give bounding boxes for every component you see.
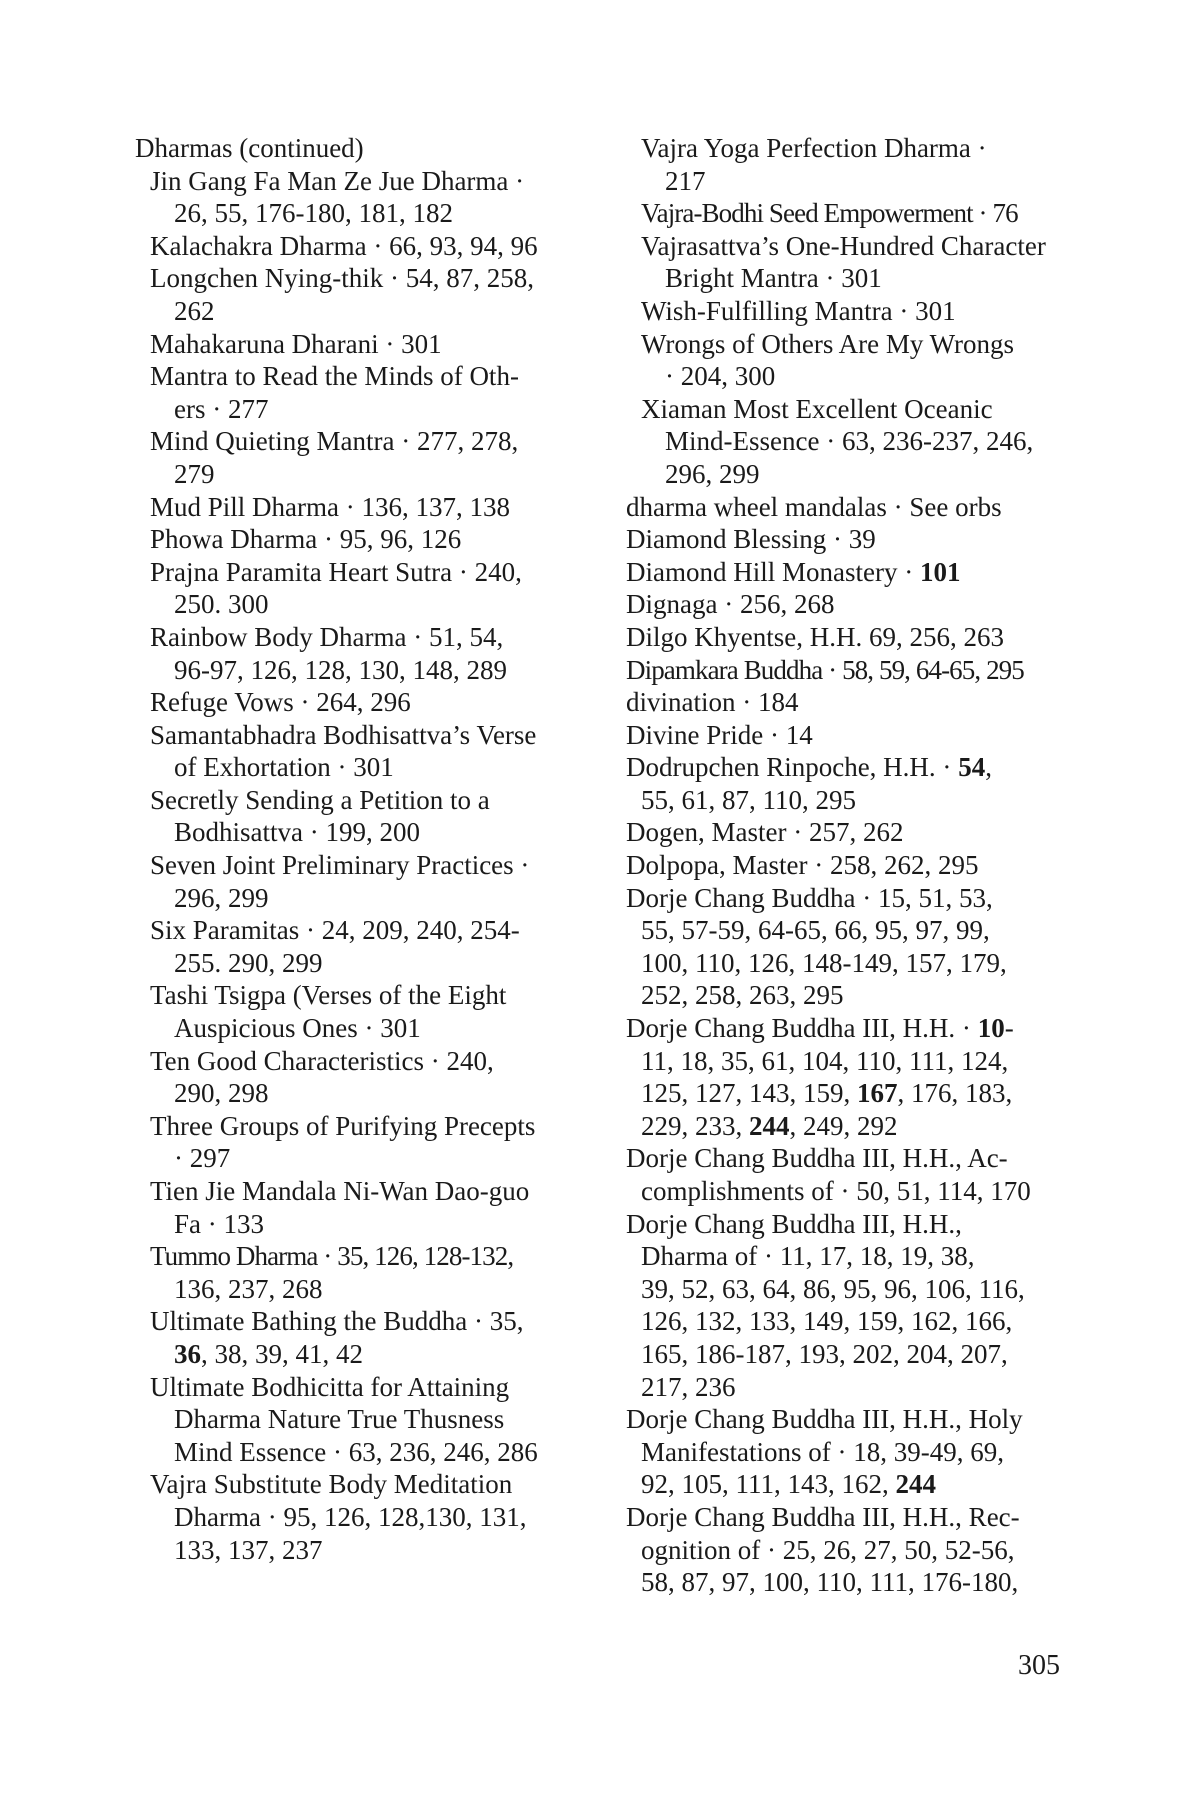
index-text: Bodhisattva · 199, 200 xyxy=(174,817,420,848)
index-entry-continuation xyxy=(626,1045,1076,1078)
index-text: Ten Good Characteristics · 240, xyxy=(150,1045,494,1076)
index-entry xyxy=(626,491,1076,524)
index-text: Six Paramitas · 24, 209, 240, 254- xyxy=(150,915,520,946)
index-entry-term xyxy=(135,979,575,1012)
index-text: Dharma · 95, 126, 128,130, 131, xyxy=(174,1501,527,1532)
index-text: Dolpopa, Master · 258, 262, 295 xyxy=(626,850,979,881)
index-entry-continuation xyxy=(135,295,575,328)
index-text: Diamond Blessing · 39 xyxy=(626,524,876,555)
index-text: , 38, 39, 41, 42 xyxy=(201,1338,363,1369)
index-entry xyxy=(626,1012,1076,1142)
index-text: 279 xyxy=(174,458,215,489)
index-text: 58, 87, 97, 100, 110, 111, 176-180, xyxy=(641,1567,1019,1598)
index-entry xyxy=(626,393,1076,491)
page-reference-bold: 10 xyxy=(977,1013,1005,1044)
index-entry-term xyxy=(626,882,1076,915)
index-text: Dipamkara Buddha · 58, 59, 64-65, 295 xyxy=(626,654,1024,685)
index-entry-term xyxy=(135,1175,575,1208)
index-text: Dharmas (continued) xyxy=(135,133,364,163)
index-text: Ultimate Bathing the Buddha · 35, xyxy=(150,1306,524,1337)
index-text: 217, 236 xyxy=(641,1371,736,1402)
index-text: Dorje Chang Buddha · 15, 51, 53, xyxy=(626,882,993,913)
index-text: Jin Gang Fa Man Ze Jue Dharma · xyxy=(150,165,525,196)
index-entry-term xyxy=(135,262,575,295)
index-text: Mind Essence · 63, 236, 246, 286 xyxy=(174,1436,538,1467)
index-text: Dorje Chang Buddha III, H.H., xyxy=(626,1208,962,1239)
index-text: Dharma Nature True Thusness xyxy=(174,1404,505,1435)
index-text: 255. 290, 299 xyxy=(174,947,323,978)
index-entry xyxy=(626,719,1076,752)
index-entry-term xyxy=(135,328,575,361)
page-reference-bold: 244 xyxy=(895,1469,936,1500)
index-entry-continuation xyxy=(135,1338,575,1371)
index-entry-continuation xyxy=(135,588,575,621)
index-column-left xyxy=(135,132,575,1566)
index-text: ognition of · 25, 26, 27, 50, 52-56, xyxy=(641,1534,1015,1565)
index-entry-continuation xyxy=(135,1077,575,1110)
index-text: 252, 258, 263, 295 xyxy=(641,980,844,1011)
index-entry-continuation xyxy=(626,947,1076,980)
index-entry-continuation xyxy=(626,1175,1076,1208)
index-entry-term xyxy=(135,784,575,817)
index-text: 100, 110, 126, 148-149, 157, 179, xyxy=(641,947,1007,978)
index-entry-continuation xyxy=(135,197,575,230)
index-entry-term xyxy=(626,751,1076,784)
index-entry-continuation xyxy=(626,1110,1076,1143)
index-entry-term xyxy=(135,1110,575,1143)
index-text: Vajra Yoga Perfection Dharma · xyxy=(641,133,987,163)
index-entry xyxy=(135,360,575,425)
index-entry-continuation xyxy=(626,979,1076,1012)
index-text: Dodrupchen Rinpoche, H.H. · xyxy=(626,752,959,783)
index-entry-continuation xyxy=(135,1208,575,1241)
index-entry-continuation xyxy=(135,1436,575,1469)
index-entry-term xyxy=(135,1468,575,1501)
index-entry-term xyxy=(626,1142,1076,1175)
index-text: Secretly Sending a Petition to a xyxy=(150,784,490,815)
index-text: 229, 233, xyxy=(641,1110,749,1141)
index-text: Refuge Vows · 264, 296 xyxy=(150,687,411,718)
index-text: · 204, 300 xyxy=(665,361,776,392)
index-entry-term xyxy=(626,491,1076,524)
index-entry xyxy=(626,295,1076,328)
index-entry xyxy=(135,1305,575,1370)
index-text: Mantra to Read the Minds of Oth- xyxy=(150,361,519,392)
index-entry-term xyxy=(135,523,575,556)
index-entry xyxy=(135,1371,575,1469)
index-entry-continuation xyxy=(626,1273,1076,1306)
index-text: Dilgo Khyentse, H.H. 69, 256, 263 xyxy=(626,621,1004,652)
index-text: · 297 xyxy=(174,1143,231,1174)
index-entry-term xyxy=(626,556,1076,589)
index-text: 96-97, 126, 128, 130, 148, 289 xyxy=(174,654,507,685)
index-text: Dorje Chang Buddha III, H.H., Rec- xyxy=(626,1501,1020,1532)
index-entry-continuation xyxy=(626,784,1076,817)
index-entry-term xyxy=(626,686,1076,719)
page-reference-bold: 101 xyxy=(919,556,961,587)
index-text: Vajra-Bodhi Seed Empowerment · 76 xyxy=(641,198,1018,229)
index-text: Diamond Hill Monastery · xyxy=(626,556,920,587)
index-text: 39, 52, 63, 64, 86, 95, 96, 106, 116, xyxy=(641,1273,1025,1304)
index-entry-continuation xyxy=(626,1566,1076,1599)
index-text: 290, 298 xyxy=(174,1078,269,1109)
index-text: of Exhortation · 301 xyxy=(174,752,394,783)
index-text: 125, 127, 143, 159, xyxy=(641,1078,857,1109)
index-entry xyxy=(135,1468,575,1566)
index-text: dharma wheel mandalas · See orbs xyxy=(626,491,1002,522)
index-text: Dignaga · 256, 268 xyxy=(626,589,835,620)
index-entry-term xyxy=(135,621,575,654)
index-entry xyxy=(626,686,1076,719)
index-text: Mud Pill Dharma · 136, 137, 138 xyxy=(150,491,510,522)
index-text: , 176, 183, xyxy=(897,1078,1013,1109)
index-entry xyxy=(626,230,1076,295)
index-entry-term xyxy=(135,1240,575,1273)
index-entry-continuation xyxy=(626,165,1076,198)
index-text: Auspicious Ones · 301 xyxy=(174,1013,421,1044)
index-entry xyxy=(135,1110,575,1175)
index-entry-term xyxy=(135,1305,575,1338)
index-entry xyxy=(135,979,575,1044)
index-entry xyxy=(135,849,575,914)
index-entry-term xyxy=(626,523,1076,556)
index-text: Vajrasattva’s One-Hundred Character xyxy=(641,230,1046,261)
index-text: Samantabhadra Bodhisattva’s Verse xyxy=(150,719,537,750)
index-text: Tummo Dharma · 35, 126, 128-132, xyxy=(150,1241,514,1272)
index-text: Vajra Substitute Body Meditation xyxy=(150,1469,513,1500)
index-text: Wish-Fulfilling Mantra · 301 xyxy=(641,295,956,326)
index-entry xyxy=(135,491,575,524)
index-entry-term xyxy=(626,654,1076,687)
index-text: complishments of · 50, 51, 114, 170 xyxy=(641,1176,1031,1206)
index-text: Dorje Chang Buddha III, H.H., Ac- xyxy=(626,1143,1008,1174)
index-text: - xyxy=(1004,1013,1014,1044)
index-entry-continuation xyxy=(135,882,575,915)
page-number: 305 xyxy=(1018,1650,1060,1681)
index-text: Bright Mantra · 301 xyxy=(665,263,882,294)
index-entry xyxy=(135,556,575,621)
index-entry-term xyxy=(626,230,1076,263)
index-entry-continuation xyxy=(626,1338,1076,1371)
index-entry-term xyxy=(135,491,575,524)
index-text: Kalachakra Dharma · 66, 93, 94, 96 xyxy=(150,230,538,261)
index-entry-term xyxy=(135,230,575,263)
index-text: 262 xyxy=(174,295,215,326)
index-entry xyxy=(135,1240,575,1305)
index-entry-continuation xyxy=(626,262,1076,295)
page-reference-bold: 167 xyxy=(857,1078,898,1109)
index-text: Mahakaruna Dharani · 301 xyxy=(150,328,442,359)
index-entry-continuation xyxy=(626,1436,1076,1469)
index-text: 55, 57-59, 64-65, 66, 95, 97, 99, xyxy=(641,915,990,946)
index-entry xyxy=(135,523,575,556)
index-entry-continuation xyxy=(626,1371,1076,1404)
page-reference-bold: 244 xyxy=(749,1110,790,1141)
index-entry xyxy=(626,1208,1076,1404)
index-text: 26, 55, 176-180, 181, 182 xyxy=(174,198,453,229)
index-text: 296, 299 xyxy=(665,458,760,489)
index-entry-continuation xyxy=(135,1403,575,1436)
index-entry-term xyxy=(626,1208,1076,1241)
index-entry-continuation xyxy=(135,1142,575,1175)
index-entry-term xyxy=(135,425,575,458)
index-entry xyxy=(626,751,1076,816)
index-entry-continuation xyxy=(626,1077,1076,1110)
index-entry-continuation xyxy=(135,947,575,980)
index-entry-term xyxy=(626,1012,1076,1045)
index-text: Divine Pride · 14 xyxy=(626,719,813,750)
index-entry-continuation xyxy=(135,654,575,687)
index-text: 133, 137, 237 xyxy=(174,1534,323,1565)
index-entry-term xyxy=(135,849,575,882)
index-entry-term xyxy=(135,1045,575,1078)
index-entry xyxy=(135,262,575,327)
index-entry-continuation xyxy=(135,1501,575,1534)
index-entry xyxy=(626,523,1076,556)
index-text: 55, 61, 87, 110, 295 xyxy=(641,784,856,815)
index-text: 92, 105, 111, 143, 162, xyxy=(641,1469,896,1500)
index-entry-term xyxy=(626,1501,1076,1534)
index-entry xyxy=(135,328,575,361)
index-entry-continuation xyxy=(135,458,575,491)
index-text: Prajna Paramita Heart Sutra · 240, xyxy=(150,556,522,587)
index-text: 296, 299 xyxy=(174,882,269,913)
index-text: divination · 184 xyxy=(626,687,799,718)
index-text: Phowa Dharma · 95, 96, 126 xyxy=(150,524,462,555)
index-text: ers · 277 xyxy=(174,393,269,424)
index-entry xyxy=(626,1403,1076,1501)
index-text: Mind-Essence · 63, 236-237, 246, xyxy=(665,426,1034,457)
index-text: Dogen, Master · 257, 262 xyxy=(626,817,904,848)
index-text: Ultimate Bodhicitta for Attaining xyxy=(150,1371,510,1402)
index-entry-continuation xyxy=(626,1240,1076,1273)
index-entry xyxy=(135,719,575,784)
index-text: Longchen Nying-thik · 54, 87, 258, xyxy=(150,263,534,294)
index-entry-term xyxy=(135,132,575,165)
index-entry xyxy=(626,882,1076,1012)
index-entry xyxy=(626,1501,1076,1599)
index-entry-continuation xyxy=(626,458,1076,491)
page-reference-bold: 54 xyxy=(958,752,986,783)
index-entry-term xyxy=(626,1403,1076,1436)
index-entry-continuation xyxy=(626,425,1076,458)
index-text: Wrongs of Others Are My Wrongs xyxy=(641,328,1015,359)
index-entry-term xyxy=(626,295,1076,328)
index-entry xyxy=(135,230,575,263)
index-entry xyxy=(626,556,1076,589)
index-entry xyxy=(626,132,1076,197)
index-entry-continuation xyxy=(626,360,1076,393)
index-entry-continuation xyxy=(626,1305,1076,1338)
index-text: Three Groups of Purifying Precepts xyxy=(150,1110,536,1141)
index-text: Tien Jie Mandala Ni-Wan Dao-guo xyxy=(150,1176,530,1206)
index-entry xyxy=(135,784,575,849)
index-entry xyxy=(626,654,1076,687)
index-entry xyxy=(626,621,1076,654)
index-entry-term xyxy=(135,556,575,589)
index-text: , 249, 292 xyxy=(789,1110,898,1141)
index-entry xyxy=(626,197,1076,230)
index-entry-term xyxy=(135,165,575,198)
index-entry-continuation xyxy=(135,751,575,784)
index-entry-continuation xyxy=(626,1534,1076,1567)
index-entry xyxy=(135,165,575,230)
index-entry xyxy=(135,425,575,490)
index-entry-term xyxy=(135,360,575,393)
index-entry-continuation xyxy=(135,1273,575,1306)
index-entry-term xyxy=(135,914,575,947)
index-entry xyxy=(626,1142,1076,1207)
index-entry-continuation xyxy=(135,816,575,849)
index-text: Rainbow Body Dharma · 51, 54, xyxy=(150,621,504,652)
index-text: Dorje Chang Buddha III, H.H. · xyxy=(626,1013,978,1044)
index-text: , xyxy=(985,752,992,783)
index-entry-continuation xyxy=(135,1012,575,1045)
index-entry-continuation xyxy=(626,914,1076,947)
index-text: Tashi Tsigpa (Verses of the Eight xyxy=(150,980,507,1011)
index-entry xyxy=(626,328,1076,393)
index-entry xyxy=(626,588,1076,621)
index-entry-term xyxy=(626,197,1076,230)
index-entry-term xyxy=(626,588,1076,621)
index-entry xyxy=(135,1045,575,1110)
index-text: Fa · 133 xyxy=(174,1208,264,1239)
index-text: Dorje Chang Buddha III, H.H., Holy xyxy=(626,1404,1023,1435)
index-text: 136, 237, 268 xyxy=(174,1273,323,1304)
index-text: Manifestations of · 18, 39-49, 69, xyxy=(641,1436,1004,1467)
index-entry-term xyxy=(626,132,1076,165)
index-entry-term xyxy=(626,621,1076,654)
index-text: 11, 18, 35, 61, 104, 110, 111, 124, xyxy=(641,1045,1009,1076)
index-entry-continuation xyxy=(626,1468,1076,1501)
index-text: 165, 186-187, 193, 202, 204, 207, xyxy=(641,1338,1008,1369)
page-reference-bold: 36 xyxy=(174,1338,201,1369)
index-entry xyxy=(135,1175,575,1240)
index-entry xyxy=(135,621,575,686)
index-entry xyxy=(626,849,1076,882)
index-column-right xyxy=(626,132,1076,1599)
index-entry-continuation xyxy=(135,1534,575,1567)
index-entry xyxy=(626,816,1076,849)
index-text: Seven Joint Preliminary Practices · xyxy=(150,850,530,881)
index-entry-term xyxy=(626,328,1076,361)
index-entry-term xyxy=(626,849,1076,882)
index-entry-continuation xyxy=(135,393,575,426)
index-text: Dharma of · 11, 17, 18, 19, 38, xyxy=(641,1241,975,1272)
index-entry xyxy=(135,686,575,719)
index-entry-term xyxy=(135,1371,575,1404)
index-entry-term xyxy=(135,686,575,719)
index-entry xyxy=(135,914,575,979)
index-text: 126, 132, 133, 149, 159, 162, 166, xyxy=(641,1306,1013,1337)
index-text: 217 xyxy=(665,165,706,196)
index-entry xyxy=(135,132,575,165)
index-text: Mind Quieting Mantra · 277, 278, xyxy=(150,426,519,457)
index-entry-term xyxy=(135,719,575,752)
index-text: Xiaman Most Excellent Oceanic xyxy=(641,393,993,424)
index-text: 250. 300 xyxy=(174,589,269,620)
index-entry-term xyxy=(626,393,1076,426)
index-entry-term xyxy=(626,816,1076,849)
index-entry-term xyxy=(626,719,1076,752)
